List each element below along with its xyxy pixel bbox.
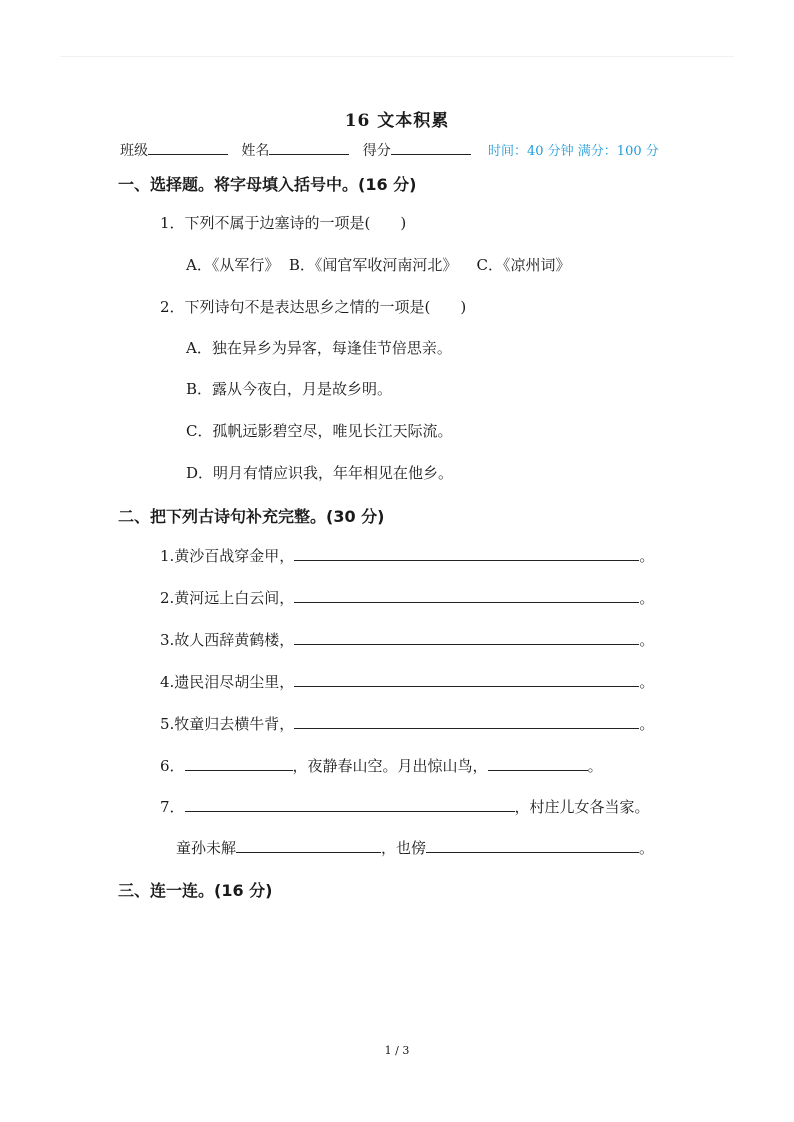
fill-item-6	[160, 755, 603, 776]
class-label: 班级	[120, 143, 148, 159]
section-3-heading: 三、连一连。(16 分)	[118, 881, 273, 900]
fill-item-7-line-2	[176, 837, 654, 858]
fill-item-7b-text: 童孙未解	[176, 839, 237, 857]
name-label: 姓名	[241, 143, 270, 159]
q1-option-a: A．《从军行》	[186, 256, 280, 274]
section-1-heading: 一、选择题。将字母填入括号中。(16 分)	[118, 175, 417, 194]
question-1-stem: 1．下列不属于边塞诗的一项是( )	[160, 214, 407, 232]
student-info-row	[120, 140, 471, 160]
q2-option-a: A．独在异乡为异客，每逢佳节倍思亲。	[186, 339, 452, 357]
fill-item-1-text: 1.黄沙百战穿金甲，	[160, 547, 295, 565]
fill-item-3-blank[interactable]	[294, 629, 639, 645]
fill-item-6-text: ，夜静春山空。月出惊山鸟，	[292, 757, 488, 775]
fill-item-7-blank-1[interactable]	[185, 796, 515, 812]
fill-item-2-period: 。	[639, 589, 655, 607]
fill-item-7-blank-3[interactable]	[426, 837, 639, 853]
question-2-stem: 2．下列诗句不是表达思乡之情的一项是( )	[160, 298, 467, 316]
score-blank[interactable]	[391, 140, 471, 155]
fill-item-2-blank[interactable]	[294, 587, 639, 603]
fill-item-1-blank[interactable]	[294, 545, 639, 561]
question-1-options	[186, 254, 570, 275]
q1-option-c: C．《凉州词》	[476, 256, 571, 274]
fill-item-5-text: 5.牧童归去横牛背，	[160, 715, 295, 733]
q2-option-d: D．明月有情应识我，年年相见在他乡。	[186, 464, 454, 482]
q2-option-c: C．孤帆远影碧空尽，唯见长江天际流。	[186, 422, 453, 440]
fill-item-3-period: 。	[639, 631, 655, 649]
fill-item-1	[160, 545, 654, 566]
fill-item-7-number: 7．	[160, 798, 185, 816]
fill-item-5-blank[interactable]	[294, 713, 639, 729]
section-2-heading: 二、把下列古诗句补充完整。(30 分)	[118, 507, 385, 526]
q2-option-b: B．露从今夜白，月是故乡明。	[186, 380, 393, 398]
fill-item-2-text: 2.黄河远上白云间，	[160, 589, 295, 607]
fill-item-6-blank-1[interactable]	[185, 755, 293, 771]
time-score-info: 时间：40 分钟 满分：100 分	[488, 144, 659, 159]
fill-item-7-text: ，村庄儿女各当家。	[514, 798, 650, 816]
fill-item-4-text: 4.遗民泪尽胡尘里，	[160, 673, 295, 691]
fill-item-6-period: 。	[587, 757, 603, 775]
fill-item-5	[160, 713, 654, 734]
fill-item-4	[160, 671, 654, 692]
fill-item-5-period: 。	[639, 715, 655, 733]
fill-item-7	[160, 796, 650, 817]
header-rule	[60, 56, 734, 57]
fill-item-6-number: 6．	[160, 757, 185, 775]
class-blank[interactable]	[148, 140, 228, 155]
fill-item-7b-mid: ，也傍	[381, 839, 427, 857]
fill-item-4-period: 。	[639, 673, 655, 691]
q1-option-b: B．《闻官军收河南河北》	[288, 256, 458, 274]
fill-item-2	[160, 587, 654, 608]
name-blank[interactable]	[269, 140, 349, 155]
fill-item-7b-period: 。	[639, 839, 655, 857]
fill-item-6-blank-2[interactable]	[488, 755, 588, 771]
score-label: 得分	[362, 143, 391, 159]
fill-item-3	[160, 629, 654, 650]
fill-item-1-period: 。	[639, 547, 655, 565]
fill-item-3-text: 3.故人西辞黄鹤楼，	[160, 631, 295, 649]
page-number: 1 / 3	[384, 1044, 410, 1057]
fill-item-7-blank-2[interactable]	[236, 837, 381, 853]
fill-item-4-blank[interactable]	[294, 671, 639, 687]
page-title: 16 文本积累	[344, 111, 450, 131]
